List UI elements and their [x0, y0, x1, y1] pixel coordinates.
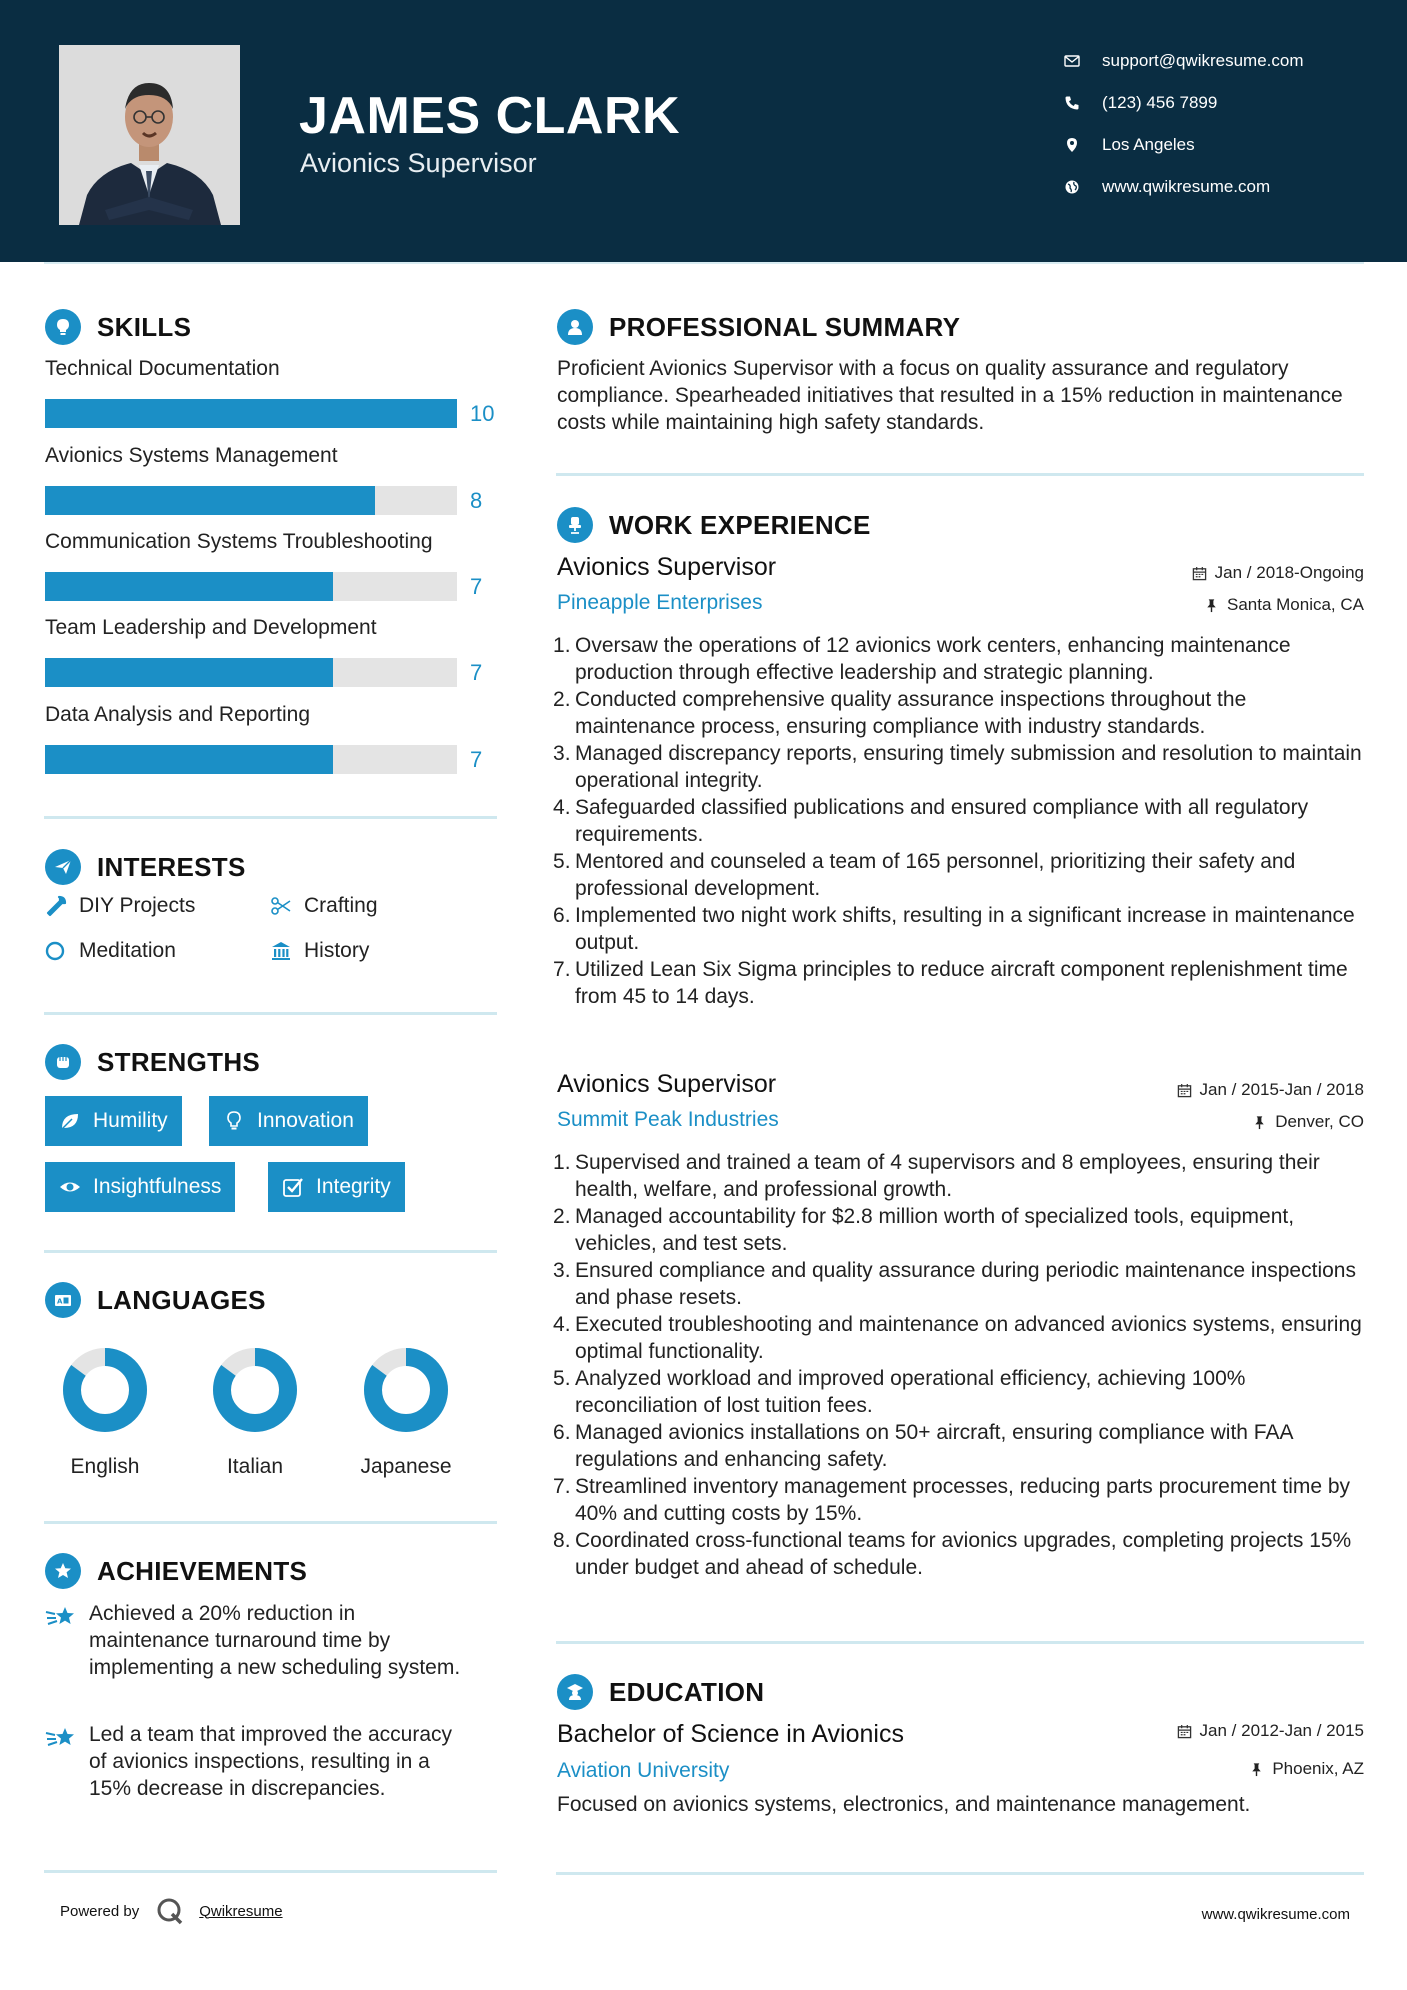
- education-title: EDUCATION: [609, 1676, 765, 1707]
- skill-value: 10: [470, 401, 495, 426]
- language-icon: [45, 1282, 81, 1318]
- job-bullet: Streamlined inventory management processes, reducing parts procurement time by 40% and cutting costs by 15%.: [575, 1475, 1351, 1525]
- strengths-heading: [45, 1044, 260, 1080]
- job-location: [1252, 1112, 1364, 1132]
- skill-fill: [45, 399, 457, 428]
- job-location: [1204, 595, 1364, 615]
- job-title: Avionics Supervisor: [557, 553, 777, 581]
- education-description: Focused on avionics systems, electronics, and maintenance management.: [557, 1793, 1251, 1816]
- scissors-icon: [270, 895, 304, 917]
- contact-website-text[interactable]: www.qwikresume.com: [1102, 177, 1271, 196]
- language-ring: [361, 1345, 451, 1435]
- profile-photo: [59, 45, 240, 225]
- interest-label: Crafting: [304, 894, 378, 917]
- job-dates: [1177, 1080, 1364, 1100]
- job-bullets: [557, 1149, 1367, 1581]
- education-heading: [557, 1674, 764, 1710]
- interest-item: [45, 939, 176, 963]
- skill-bar: [45, 745, 505, 774]
- calendar-icon: [1177, 1083, 1192, 1098]
- job-title: Avionics Supervisor: [557, 1070, 777, 1098]
- contact-list: [1064, 40, 1394, 208]
- check-square-icon: [282, 1176, 304, 1198]
- skill-item: [45, 355, 505, 428]
- skill-item: [45, 701, 505, 774]
- interest-item: [270, 939, 369, 963]
- job-location-text: Denver, CO: [1275, 1112, 1364, 1131]
- wrench-icon: [45, 895, 79, 917]
- phone-icon: [1064, 95, 1102, 111]
- job-bullet: Safeguarded classified publications and ensured compliance with all regulatory requirements.: [575, 796, 1309, 846]
- calendar-icon: [1192, 566, 1207, 581]
- strength-tag: [45, 1162, 235, 1212]
- language-item: [331, 1345, 481, 1479]
- education-dates-text: Jan / 2012-Jan / 2015: [1199, 1721, 1364, 1740]
- skill-name: Communication Systems Troubleshooting: [45, 530, 433, 553]
- museum-icon: [270, 940, 304, 962]
- job-bullet: Executed troubleshooting and maintenance on advanced avionics systems, ensuring optimal functionality.: [575, 1313, 1362, 1363]
- skill-value: 7: [470, 660, 483, 685]
- contact-email-text[interactable]: support@qwikresume.com: [1102, 51, 1304, 70]
- interest-label: DIY Projects: [79, 894, 196, 917]
- contact-email[interactable]: [1064, 40, 1394, 82]
- section-divider: [556, 473, 1364, 476]
- education-location: [1249, 1759, 1364, 1779]
- achievement-item: [45, 1600, 465, 1681]
- skill-fill: [45, 572, 333, 601]
- skill-item: [45, 614, 505, 687]
- achievement-text: Achieved a 20% reduction in maintenance turnaround time by implementing a new scheduling system.: [89, 1602, 461, 1679]
- achievement-item: [45, 1721, 465, 1802]
- job-dates-text: Jan / 2015-Jan / 2018: [1199, 1080, 1364, 1099]
- language-ring: [210, 1345, 300, 1435]
- calendar-icon: [1177, 1724, 1192, 1739]
- job-bullets: [557, 632, 1367, 1010]
- job-bullet: Conducted comprehensive quality assurance inspections throughout the maintenance process, ensuring compliance with industry standards.: [575, 688, 1247, 738]
- envelope-icon: [1064, 53, 1102, 69]
- skill-bar: [45, 399, 505, 428]
- map-pin-icon: [1064, 137, 1102, 153]
- job-bullet: Ensured compliance and quality assurance during periodic maintenance inspections and phase resets.: [575, 1259, 1356, 1309]
- eye-icon: [59, 1176, 81, 1198]
- strengths-title: STRENGTHS: [97, 1046, 261, 1077]
- skill-item: [45, 528, 505, 601]
- contact-location-text: Los Angeles: [1102, 135, 1195, 154]
- skill-fill: [45, 486, 375, 515]
- strength-label: Insightfulness: [93, 1175, 222, 1198]
- qwikresume-logo-icon: [155, 1896, 185, 1926]
- office-chair-icon: [557, 507, 593, 543]
- powered-by-text: Powered by: [60, 1902, 140, 1920]
- skills-heading: [45, 309, 191, 345]
- job-bullet: Analyzed workload and improved operational efficiency, achieving 100% reconciliation of lost tuition fees.: [575, 1367, 1246, 1417]
- skill-name: Avionics Systems Management: [45, 444, 338, 467]
- skill-bar: [45, 572, 505, 601]
- job-bullet: Utilized Lean Six Sigma principles to reduce aircraft component replenishment time from 45 to 14 days.: [575, 958, 1348, 1008]
- education-location-text: Phoenix, AZ: [1272, 1759, 1364, 1778]
- language-item: [180, 1345, 330, 1479]
- job-bullet: Implemented two night work shifts, resulting in a significant increase in maintenance output.: [575, 904, 1355, 954]
- interest-item: [45, 894, 195, 918]
- header: [0, 0, 1407, 262]
- circle-icon: [45, 940, 79, 962]
- skill-value: 7: [470, 574, 483, 599]
- experience-title: WORK EXPERIENCE: [609, 509, 871, 540]
- education-school: Aviation University: [557, 1759, 730, 1782]
- language-item: [30, 1345, 180, 1479]
- skill-name: Data Analysis and Reporting: [45, 703, 310, 726]
- achievement-text: Led a team that improved the accuracy of avionics inspections, resulting in a 15% decrease in discrepancies.: [89, 1723, 453, 1800]
- shooting-star-icon: [45, 1600, 89, 1681]
- header-divider: [44, 262, 1364, 264]
- contact-location: [1064, 124, 1394, 166]
- job-bullet: Coordinated cross-functional teams for avionics upgrades, completing projects 15% under budget and ahead of schedule.: [575, 1529, 1352, 1579]
- summary-text: Proficient Avionics Supervisor with a focus on quality assurance and regulatory compliance. Spearheaded initiatives that resulted in a 15% reduction in maintenance costs while maintaining high safety standards.: [557, 357, 1343, 434]
- skill-value: 8: [470, 488, 483, 513]
- leaf-icon: [59, 1110, 81, 1132]
- strength-tag: [209, 1096, 368, 1146]
- job-company: Pineapple Enterprises: [557, 591, 763, 614]
- skill-name: Team Leadership and Development: [45, 616, 377, 639]
- user-icon: [557, 309, 593, 345]
- section-divider: [556, 1641, 1364, 1644]
- contact-website[interactable]: [1064, 166, 1394, 208]
- language-label: English: [70, 1455, 140, 1478]
- section-divider: [44, 1012, 497, 1015]
- contact-phone[interactable]: [1064, 82, 1394, 124]
- section-divider: [44, 1250, 497, 1253]
- job-bullet: Supervised and trained a team of 4 supervisors and 8 employees, ensuring their health, welfare, and professional growth.: [575, 1151, 1320, 1201]
- interest-label: History: [304, 939, 370, 962]
- section-divider: [44, 1870, 497, 1873]
- job-bullet: Managed accountability for $2.8 million worth of specialized tools, equipment, vehicles, and test sets.: [575, 1205, 1295, 1255]
- globe-icon: [1064, 179, 1102, 195]
- languages-title: LANGUAGES: [97, 1284, 266, 1315]
- interests-title: INTERESTS: [97, 851, 246, 882]
- star-badge-icon: [45, 1553, 81, 1589]
- job-bullet: Oversaw the operations of 12 avionics work centers, enhancing maintenance production through effective leadership and strategic planning.: [575, 634, 1291, 684]
- skill-item: [45, 442, 505, 515]
- skill-fill: [45, 658, 333, 687]
- section-divider: [44, 816, 497, 819]
- strength-label: Innovation: [257, 1109, 354, 1132]
- job-bullet: Managed avionics installations on 50+ aircraft, ensuring compliance with FAA regulations and enhancing safety.: [575, 1421, 1293, 1471]
- svg-text:A: A: [57, 1297, 63, 1306]
- pushpin-icon: [1204, 598, 1219, 613]
- interest-label: Meditation: [79, 939, 176, 962]
- lightbulb-icon: [223, 1110, 245, 1132]
- achievements-heading: [45, 1553, 307, 1589]
- candidate-name: JAMES CLARK: [299, 87, 681, 145]
- shooting-star-icon: [45, 1721, 89, 1802]
- paper-plane-icon: [45, 849, 81, 885]
- contact-phone-text[interactable]: (123) 456 7899: [1102, 93, 1218, 112]
- section-divider: [556, 1872, 1364, 1875]
- achievements-title: ACHIEVEMENTS: [97, 1555, 308, 1586]
- job-dates: [1192, 563, 1364, 583]
- graduate-icon: [557, 1674, 593, 1710]
- strength-tag: [45, 1096, 182, 1146]
- languages-heading: [45, 1282, 266, 1318]
- strength-tag: [268, 1162, 405, 1212]
- job-company: Summit Peak Industries: [557, 1108, 779, 1131]
- skill-value: 7: [470, 747, 483, 772]
- lightbulb-icon: [45, 309, 81, 345]
- job-location-text: Santa Monica, CA: [1226, 595, 1364, 614]
- summary-title: PROFESSIONAL SUMMARY: [609, 311, 961, 342]
- strength-label: Humility: [93, 1109, 168, 1132]
- skill-fill: [45, 745, 333, 774]
- language-label: Japanese: [360, 1455, 452, 1478]
- pushpin-icon: [1252, 1115, 1267, 1130]
- brand-link[interactable]: Qwikresume: [199, 1902, 283, 1920]
- footer-website[interactable]: www.qwikresume.com: [1201, 1906, 1350, 1923]
- education-dates: [1177, 1721, 1364, 1741]
- education-degree: Bachelor of Science in Avionics: [557, 1720, 904, 1748]
- skill-bar: [45, 486, 505, 515]
- interest-item: [270, 894, 378, 918]
- interests-heading: [45, 849, 246, 885]
- pushpin-icon: [1249, 1762, 1264, 1777]
- experience-heading: [557, 507, 871, 543]
- skills-title: SKILLS: [97, 311, 192, 342]
- job-dates-text: Jan / 2018-Ongoing: [1214, 563, 1364, 582]
- candidate-role: Avionics Supervisor: [300, 148, 537, 178]
- job-bullet: Managed discrepancy reports, ensuring timely submission and resolution to maintain operational integrity.: [575, 742, 1362, 792]
- strength-label: Integrity: [316, 1175, 391, 1198]
- language-ring: [60, 1345, 150, 1435]
- section-divider: [44, 1521, 497, 1524]
- summary-heading: [557, 309, 960, 345]
- job-bullet: Mentored and counseled a team of 165 personnel, prioritizing their safety and professional development.: [575, 850, 1296, 900]
- footer-powered-by: [60, 1896, 283, 1926]
- fist-icon: [45, 1044, 81, 1080]
- language-label: Italian: [226, 1455, 284, 1478]
- skill-bar: [45, 658, 505, 687]
- skill-name: Technical Documentation: [45, 357, 280, 380]
